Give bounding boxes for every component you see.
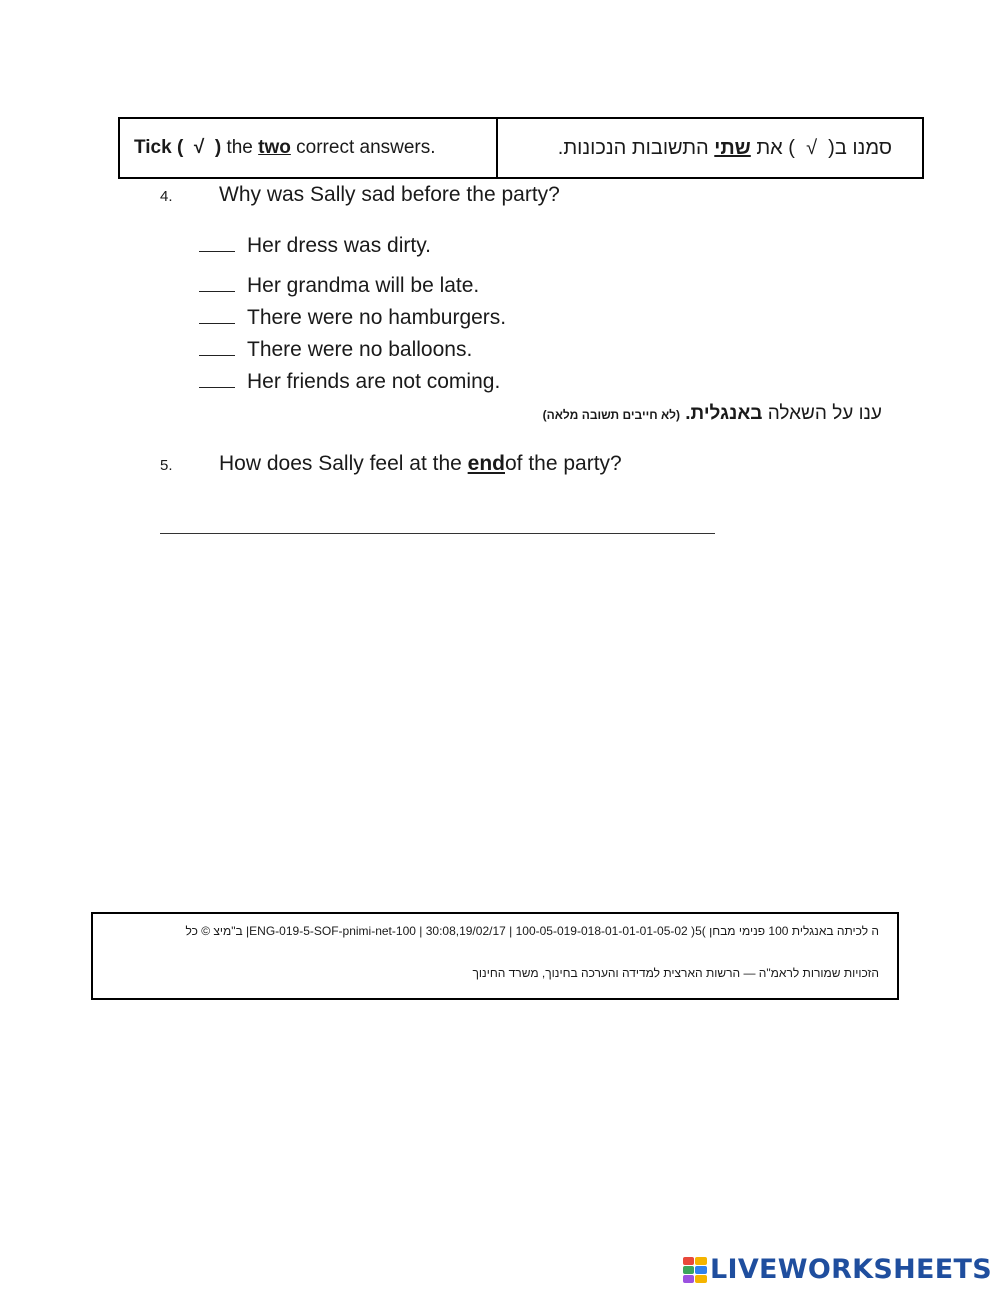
option-row[interactable] bbox=[199, 234, 431, 258]
tick-close: ) bbox=[214, 137, 222, 158]
option-row[interactable] bbox=[199, 338, 472, 362]
option-row[interactable] bbox=[199, 274, 479, 298]
answer-blank[interactable] bbox=[199, 354, 235, 356]
he-two: שתי bbox=[714, 136, 751, 159]
instruction-two: two bbox=[258, 137, 291, 158]
liveworksheets-logo bbox=[683, 1254, 992, 1285]
question-5-number: 5. bbox=[160, 457, 173, 474]
he-mid: ) את bbox=[756, 136, 795, 159]
option-text: Her dress was dirty. bbox=[247, 234, 431, 257]
hebrew-note-small: (לא חייבים תשובה מלאה) bbox=[542, 408, 680, 422]
instruction-box bbox=[118, 117, 924, 179]
tick-word: Tick ( bbox=[134, 137, 184, 158]
option-text: Her friends are not coming. bbox=[247, 370, 501, 393]
footer-line-2: הזכויות שמורות לראמ"ה — הרשות הארצית למדידה והערכה בחינוך, משרד החינוך bbox=[472, 966, 879, 980]
hebrew-note bbox=[543, 403, 882, 425]
hebrew-note-main: ענו על השאלה bbox=[767, 403, 882, 424]
he-rest: התשובות הנכונות. bbox=[557, 136, 709, 159]
option-text: There were no balloons. bbox=[247, 338, 473, 361]
answer-blank[interactable] bbox=[199, 386, 235, 388]
instruction-rest: correct answers. bbox=[296, 137, 436, 158]
instruction-english bbox=[120, 119, 498, 177]
he-pre: סמנו ב( bbox=[828, 136, 892, 159]
footer-line-1: ה לכיתה באנגלית 100 פנימי מבחן )5( 100-05-019-018-01-01-01-05-02 | 30:08,19/02/17 | 100-ENG-019-5-SOF-pnimi-net| ב"מיצ © כל bbox=[185, 924, 879, 938]
question-5-after: of the party? bbox=[505, 452, 622, 475]
answer-blank[interactable] bbox=[199, 250, 235, 252]
question-5-text bbox=[219, 452, 622, 476]
logo-icon bbox=[683, 1257, 707, 1283]
instruction-the: the bbox=[226, 137, 253, 158]
answer-line-input[interactable] bbox=[160, 533, 715, 534]
check-mark-icon: √ bbox=[193, 137, 205, 158]
answer-blank[interactable] bbox=[199, 322, 235, 324]
question-5-end: end bbox=[467, 452, 505, 475]
hebrew-note-bold: באנגלית. bbox=[685, 403, 763, 424]
question-4-number: 4. bbox=[160, 188, 173, 205]
logo-text: LIVEWORKSHEETS bbox=[709, 1254, 992, 1285]
instruction-hebrew bbox=[498, 119, 922, 177]
option-row[interactable] bbox=[199, 370, 500, 394]
option-text: There were no hamburgers. bbox=[247, 306, 507, 329]
question-5-before: How does Sally feel at the bbox=[219, 452, 462, 475]
question-4-text: Why was Sally sad before the party? bbox=[219, 183, 560, 206]
option-text: Her grandma will be late. bbox=[247, 274, 480, 297]
he-check-mark-icon: √ bbox=[806, 136, 818, 159]
answer-blank[interactable] bbox=[199, 290, 235, 292]
option-row[interactable] bbox=[199, 306, 506, 330]
footer-box bbox=[91, 912, 899, 1000]
